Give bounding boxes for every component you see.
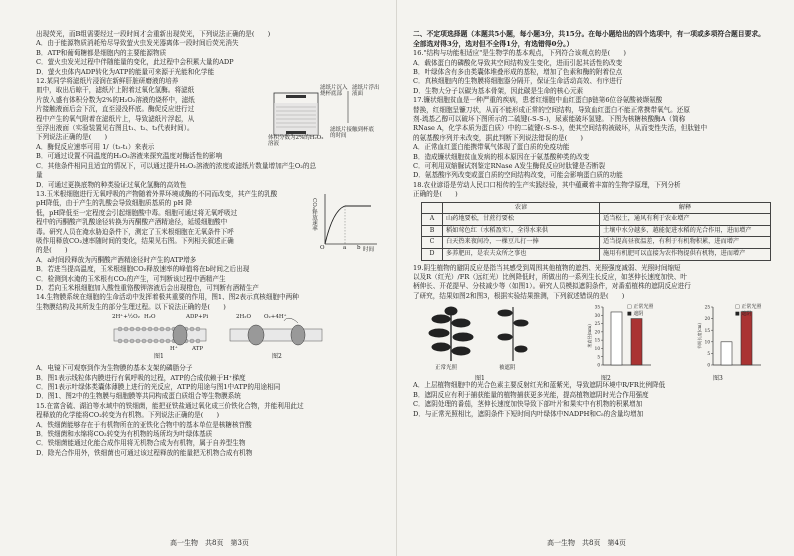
y-tick-label: 10 [704, 339, 710, 345]
text-line: 14.生物膜系统在细胞的生命活动中发挥着极其重要的作用，图1、图2表示真核细胞中两种 [36, 293, 299, 302]
q14-label-1: H₂O [144, 314, 156, 321]
q13-tick-a: a [343, 244, 347, 251]
q19-options [413, 381, 768, 419]
y-tick-label: 5 [597, 354, 600, 360]
text-line: 以及R（红光）/FR（远红光）比例降低时，所做出的一系列生长反应，如茎伸长速度加快、叶 [413, 273, 687, 282]
text-line: A．正常血红蛋白能携带氧气体现了蛋白质的免疫功能 [413, 143, 570, 152]
text-line: 至浮出液面（实验装置见右图且t₁、t₂、t₃代表时间）。 [36, 124, 194, 133]
left-footer: 高一生物 共8页 第3页 [170, 539, 249, 547]
y-tick-label: 30 [594, 313, 600, 319]
text-line: D．氨基酸序列改变或蛋白质的空间结构改变，可能会影响蛋白质的功能 [413, 171, 623, 180]
text-line: D．若向玉米根细胞加入酸性重铬酸钾溶液后会出现橙色，可判断有酒精生产 [36, 283, 259, 292]
text-line: 的是( ) [36, 246, 68, 255]
text-line: 正确的是( ) [413, 190, 458, 199]
bar-正常光照 [721, 342, 732, 365]
text-line: A．酶促反应速率可用 1/（t₃-t₁）来表示 [36, 142, 155, 151]
text-line: B．遮阴反应有利于捕获能量的植物捕获更多光能，提高植物遮阴时光合作用强度 [413, 390, 649, 399]
y-tick-label: 15 [594, 338, 600, 344]
text-line: D．除光合作用外，铁细菌也可通过该过程释放的能量把无机物合成有机物 [36, 448, 253, 457]
table-row [422, 237, 771, 249]
q17-text [413, 96, 768, 181]
text-line: 18.农业谚语是劳动人民口口相传的生产实践经验，其中蕴藏着丰富的生物学原理，下列分析 [413, 180, 681, 189]
text-line: C．萤火虫发光过程中伴随能量的变化，此过程中会积累大量的ADP [36, 58, 234, 67]
q15-text [36, 402, 379, 458]
q14-label-2: ADP+Pi [186, 314, 209, 321]
q13-curve [325, 206, 371, 244]
q13-xlabel: 时间 [363, 246, 375, 253]
membrane-fig2 [230, 318, 322, 345]
table-cell: 白天热来夜间冷，一棵豆儿打一捧 [443, 237, 600, 249]
text-line: D．生物大分子以碳为基本骨架，因此碳是生命的核心元素 [413, 86, 584, 95]
bar-正常光照 [611, 312, 622, 365]
text-line: D．可通过更换底物的种类验证过氧化氢酶的高效性 [36, 180, 187, 189]
text-line: C．其他条件相同且适宜的情况下，可以通过提升H₂O₂溶液的浓度或滤纸片数量增加产生O₂的总 [36, 161, 317, 170]
table-header: 农谚 [443, 202, 600, 214]
text-line: 低，pH降低至一定程度会引起细胞酸中毒。细胞可通过将无氧呼吸过 [36, 208, 238, 217]
text-line: RNase A，化学本质为蛋白质）中的二硫键(-S-S-)，使其空间结构被破坏，从而变性失活，但肽链中 [413, 124, 708, 133]
y-tick-label: 35 [594, 304, 600, 310]
q12-options [36, 143, 379, 190]
text-line: 19.阴生植物的避阴反应是指当其感受到周围其他植物的遮挡、光照强度减弱、光照时间缩短 [413, 263, 681, 272]
text-line: A．由于能源物质消耗殆尽导致萤火虫发光器离体一段时间后荧光消失 [36, 39, 239, 48]
q12-label-right: 滤纸片接触到杯底的时间 [330, 127, 375, 140]
q13-tick-b: b [357, 244, 361, 251]
table-row [422, 225, 771, 237]
fig3-legend-shade: ■ 遮阴 [735, 311, 752, 318]
text-line: 毒。研究人员在淹水胁迫条件下，测定了玉米根细胞在无氧条件下呼 [36, 227, 234, 236]
y-tick-label: 0 [707, 362, 710, 368]
y-tick-label: 10 [594, 346, 600, 352]
q12-figure [268, 83, 380, 148]
q18-table [421, 202, 771, 261]
text-line: 程中的丙酮酸产乳酸途径转换为丙酮酸产酒精途径，延缓细胞酸中 [36, 218, 228, 227]
q12-label-top: 滤纸片沉入烧杯底部 [320, 85, 348, 98]
table-cell: 施用有机肥可以直接为农作物提供有机物，进而增产 [600, 249, 771, 261]
q13-options [36, 256, 379, 294]
plant-label-shaded: 被遮阴 [499, 365, 516, 372]
text-line: 片接触液面后会下沉，直至浸没杯底。酶促反应进行过 [36, 105, 195, 114]
q14-fig1-caption: 图1 [154, 353, 164, 361]
fig3-legend-normal: □ 正常光照 [735, 304, 762, 311]
y-tick-label: 25 [704, 304, 710, 310]
q14-label-0: 2H⁺+½O₂ [112, 314, 140, 321]
text-line: 程释放的化学能将CO₂转变为有机物。下列说法正确的是( ) [36, 411, 220, 420]
membrane-fig1 [114, 325, 206, 345]
y-tick-label: 0 [597, 362, 600, 368]
table-cell: 多养肥田，是农夫众所之事也 [443, 249, 600, 261]
q13-chart [311, 190, 379, 254]
y-tick-label: 20 [594, 329, 600, 335]
text-line: C．检测到水淹的玉米根有CO₂的产生，可判断该过程中酒精产生 [36, 274, 226, 283]
text-line: 17.镰状细胞贫血是一种严重的疾病，患者红细胞中血红蛋白β链第6位谷氨酸被缬氨酸 [413, 96, 663, 105]
table-row [422, 249, 771, 261]
table-cell: A [422, 214, 443, 226]
text-line: B．叶绿体含有多由类囊体堆叠形成的基粒，增加了色素和酶的附着位点 [413, 68, 623, 76]
table-cell: 土壤中水分越多，越能促进水稻的光合作用，进而增产 [600, 225, 771, 237]
section-heading: 二、不定项选择题（本题共5小题，每小题3分，共15分。在每小题给出的四个选项中，有一项或多项符合题目要求。全部选对得3分，选对但不全得1分，有选错得0分。） [413, 30, 765, 48]
text-line: C．铁细菌能通过化能合成作用将无机物合成为有机物，属于自养型生物 [36, 439, 246, 448]
text-line: 了研究，结果如图2和图3，根据实验结果推测，下列叙述错误的是( ) [413, 291, 625, 300]
q13-ylabel: CO₂释放速率 [311, 197, 317, 231]
right-page [397, 0, 794, 556]
text-line: 15.在富含硫、湖泊等水域中的铁细菌，能把亚铁盐通过氧化成三价铁化合物，并能利用此过 [36, 401, 304, 410]
text-line: C．可利用双缩脲试剂鉴定RNase A发生酶促反应时肽键是否断裂 [413, 162, 606, 171]
q12-label-bottom: 体积分数为2%的H₂O₂溶液 [268, 135, 324, 148]
text-line: C．真核细胞内的生物膜将细胞器分隔开，保证生命活动高效、有序进行 [413, 77, 623, 86]
text-line: pH降低，由于产生的乳酸会导致细胞质基质的 pH 降 [36, 199, 193, 208]
fig3-caption: 图3 [713, 375, 723, 383]
table-header: 解释 [600, 202, 771, 214]
q12-text [36, 77, 264, 143]
table-cell: 适当提高昼夜温差，有利于有机物积累，进而增产 [600, 237, 771, 249]
q14-label-4: H⁺ [170, 346, 178, 353]
text-line: 12.某同学将滤纸片浸润在新鲜肝脏研磨液的培养 [36, 77, 179, 86]
q19-text [413, 264, 768, 302]
bar-遮阴 [631, 319, 642, 365]
q16-text [413, 49, 768, 96]
fig2-caption: 图2 [601, 375, 611, 383]
plant-normal-icon [429, 307, 473, 361]
text-line: 13.玉米根细胞进行无氧呼吸的产物随着外界环境或酶的不同而改变，其产生的乳酸 [36, 189, 278, 198]
text-line: 程中产生的氧气附着在滤纸片上，导致滤纸片浮起，从 [36, 114, 195, 123]
table-cell: B [422, 225, 443, 237]
table-header-row [422, 202, 771, 214]
right-footer: 高一生物 共8页 第4页 [547, 539, 626, 547]
text-line: A．铁细菌能够存在于有机物所在的亚铁化合物中的基本单位是核糖核苷酸 [36, 420, 252, 429]
table-cell: 稻如莺色红（水稻盈实），全得水来供 [443, 225, 600, 237]
fig2-legend-shade: ■ 遮阴 [627, 311, 644, 318]
text-line: A．a时间段释放为丙酮酸产酒精途径时产生的ATP增多 [36, 255, 197, 264]
text-line: C．图1表示叶绿体类囊体薄膜上进行的光反应，ATP的用途与图1中ATP的用途相同 [36, 383, 281, 391]
q14-text [36, 293, 379, 312]
q14-label-3: ATP [192, 346, 204, 353]
q19-figures [413, 301, 768, 381]
text-line: B．铁细菌和水绵将CO₂转变为有机物的场所均为叶绿体基质 [36, 430, 213, 439]
text-line: B．ATP和葡萄糖都是细胞内的主要能源物质 [36, 48, 167, 57]
text-line: D．萤火虫体内ADP转化为ATP的能量可来源于光能和化学能 [36, 67, 215, 76]
table-cell: C [422, 237, 443, 249]
q19-figure-svg [413, 301, 773, 381]
text-line: 皿中，取出后晾干，滤纸片上附着过氧化氢酶。将滤纸 [36, 86, 195, 95]
text-line: A．上层植物细胞中的光合色素主要反射红光和蓝紫光，导致遮阴环境中R/FR比例降低 [413, 381, 666, 390]
text-line: B．若进当提高温度，玉米根细胞CO₂释放速率的峰值将在b时间之后出现 [36, 265, 250, 274]
y-tick-label: 5 [707, 351, 710, 357]
text-line: 替换，红细胞呈镰刀状，从而不能形成正常的空间结构，导致血红蛋白不能正常携带氧气。还原 [413, 105, 690, 114]
text-line: 的氨基酸序列并未改变，据此判断下列说法错误的是( ) [413, 133, 583, 142]
text-line: B．图1表示线粒体内膜进行有氧呼吸的过程，ATP的合成依赖于H⁺梯度 [36, 373, 246, 382]
text-line: D．与正常光照相比，遮阴条件下短时间内叶绿体中NADPH和C₅的含量均增加 [413, 409, 644, 418]
text-line: 柄伸长、开花提早、分枝减少等（如图1）。研究人员模拟遮阴条件，对番茄植株的遮阴反应进行 [413, 282, 691, 291]
text-line: 生物膜结构及其所发生的部分生理过程。以下说法正确的是( ) [36, 302, 226, 311]
table-header [422, 202, 443, 214]
plant-shaded-icon [498, 307, 528, 361]
fig2-legend-normal: □ 正常光照 [627, 304, 654, 311]
text-line: A．电镜下可观察到作为生物膜的基本支架的磷脂分子 [36, 364, 193, 373]
table-row [422, 214, 771, 226]
q14-fig2-caption: 图2 [272, 353, 282, 361]
table-cell: 山药地要松，甘蔗行要松 [443, 214, 600, 226]
text-line: A．载体蛋白的磷酸化导致其空间结构发生变化，进而引起其活性的改变 [413, 58, 623, 67]
text-line: 吸作用释放CO₂速率随时间的变化，结果见右图。下列相关叙述正确 [36, 236, 234, 245]
text-line: 片放入盛有体积分数为2%的H₂O₂溶液的烧杯中，滤纸 [36, 95, 195, 104]
y-axis-label: 节间长度(cm) [697, 323, 702, 350]
y-axis-label: 茎直径(mm) [587, 324, 592, 349]
table-cell: D [422, 249, 443, 261]
q12-label-float: 滤纸片浮出液面 [352, 85, 380, 98]
plant-label-normal: 正常光照 [435, 365, 458, 372]
q14-label-5: 2H₂O [236, 314, 252, 321]
q14-label-6: O₂+4H⁺ [264, 314, 287, 321]
text-line: 出现荧光，而B组需要经过一段时间才会重新出现荧光，下列说法正确的是( ) [36, 30, 271, 38]
y-tick-label: 15 [704, 328, 710, 334]
q18-text [413, 181, 768, 200]
q13-tick-o: O [320, 244, 325, 251]
bar-遮阴 [741, 312, 752, 365]
text-line: 下列说法正确的是( ) [36, 133, 108, 142]
y-tick-label: 25 [594, 321, 600, 327]
text-line: 16."结构与功能相适应"是生物学的基本观点，下列符合该观点的是( ) [413, 49, 626, 58]
q14-figure [36, 313, 379, 363]
text-line: B．造成镰状细胞贫血发病的根本原因在于氨基酸种类的改变 [413, 152, 590, 161]
intro-lines [36, 30, 379, 77]
y-tick-label: 20 [704, 316, 710, 322]
q13-text [36, 190, 307, 256]
text-line: C．遮阴处理的番茄，茎伸长速度加快导致下部叶片和果实中有机物的积累增加 [413, 400, 643, 409]
text-line: B．可通过设置不同温度的H₂O₂溶液来探究温度对酶活性的影响 [36, 152, 223, 161]
q13-block [36, 190, 379, 256]
table-cell: 适当松土，通风有利于农业增产 [600, 214, 771, 226]
text-line: 剂-巯基乙醇可以破坏下图所示的二硫键(-S-S-)，尿素能破坏氢键。下图为核糖核酸酶A（简称 [413, 115, 686, 124]
fig1-caption: 图1 [475, 375, 485, 383]
q14-options [36, 364, 379, 402]
text-line: 量 [36, 171, 43, 180]
text-line: D．图1、图2中的生物膜与细胞膜等共同构成蛋白质组合等生物膜系统 [36, 392, 241, 401]
